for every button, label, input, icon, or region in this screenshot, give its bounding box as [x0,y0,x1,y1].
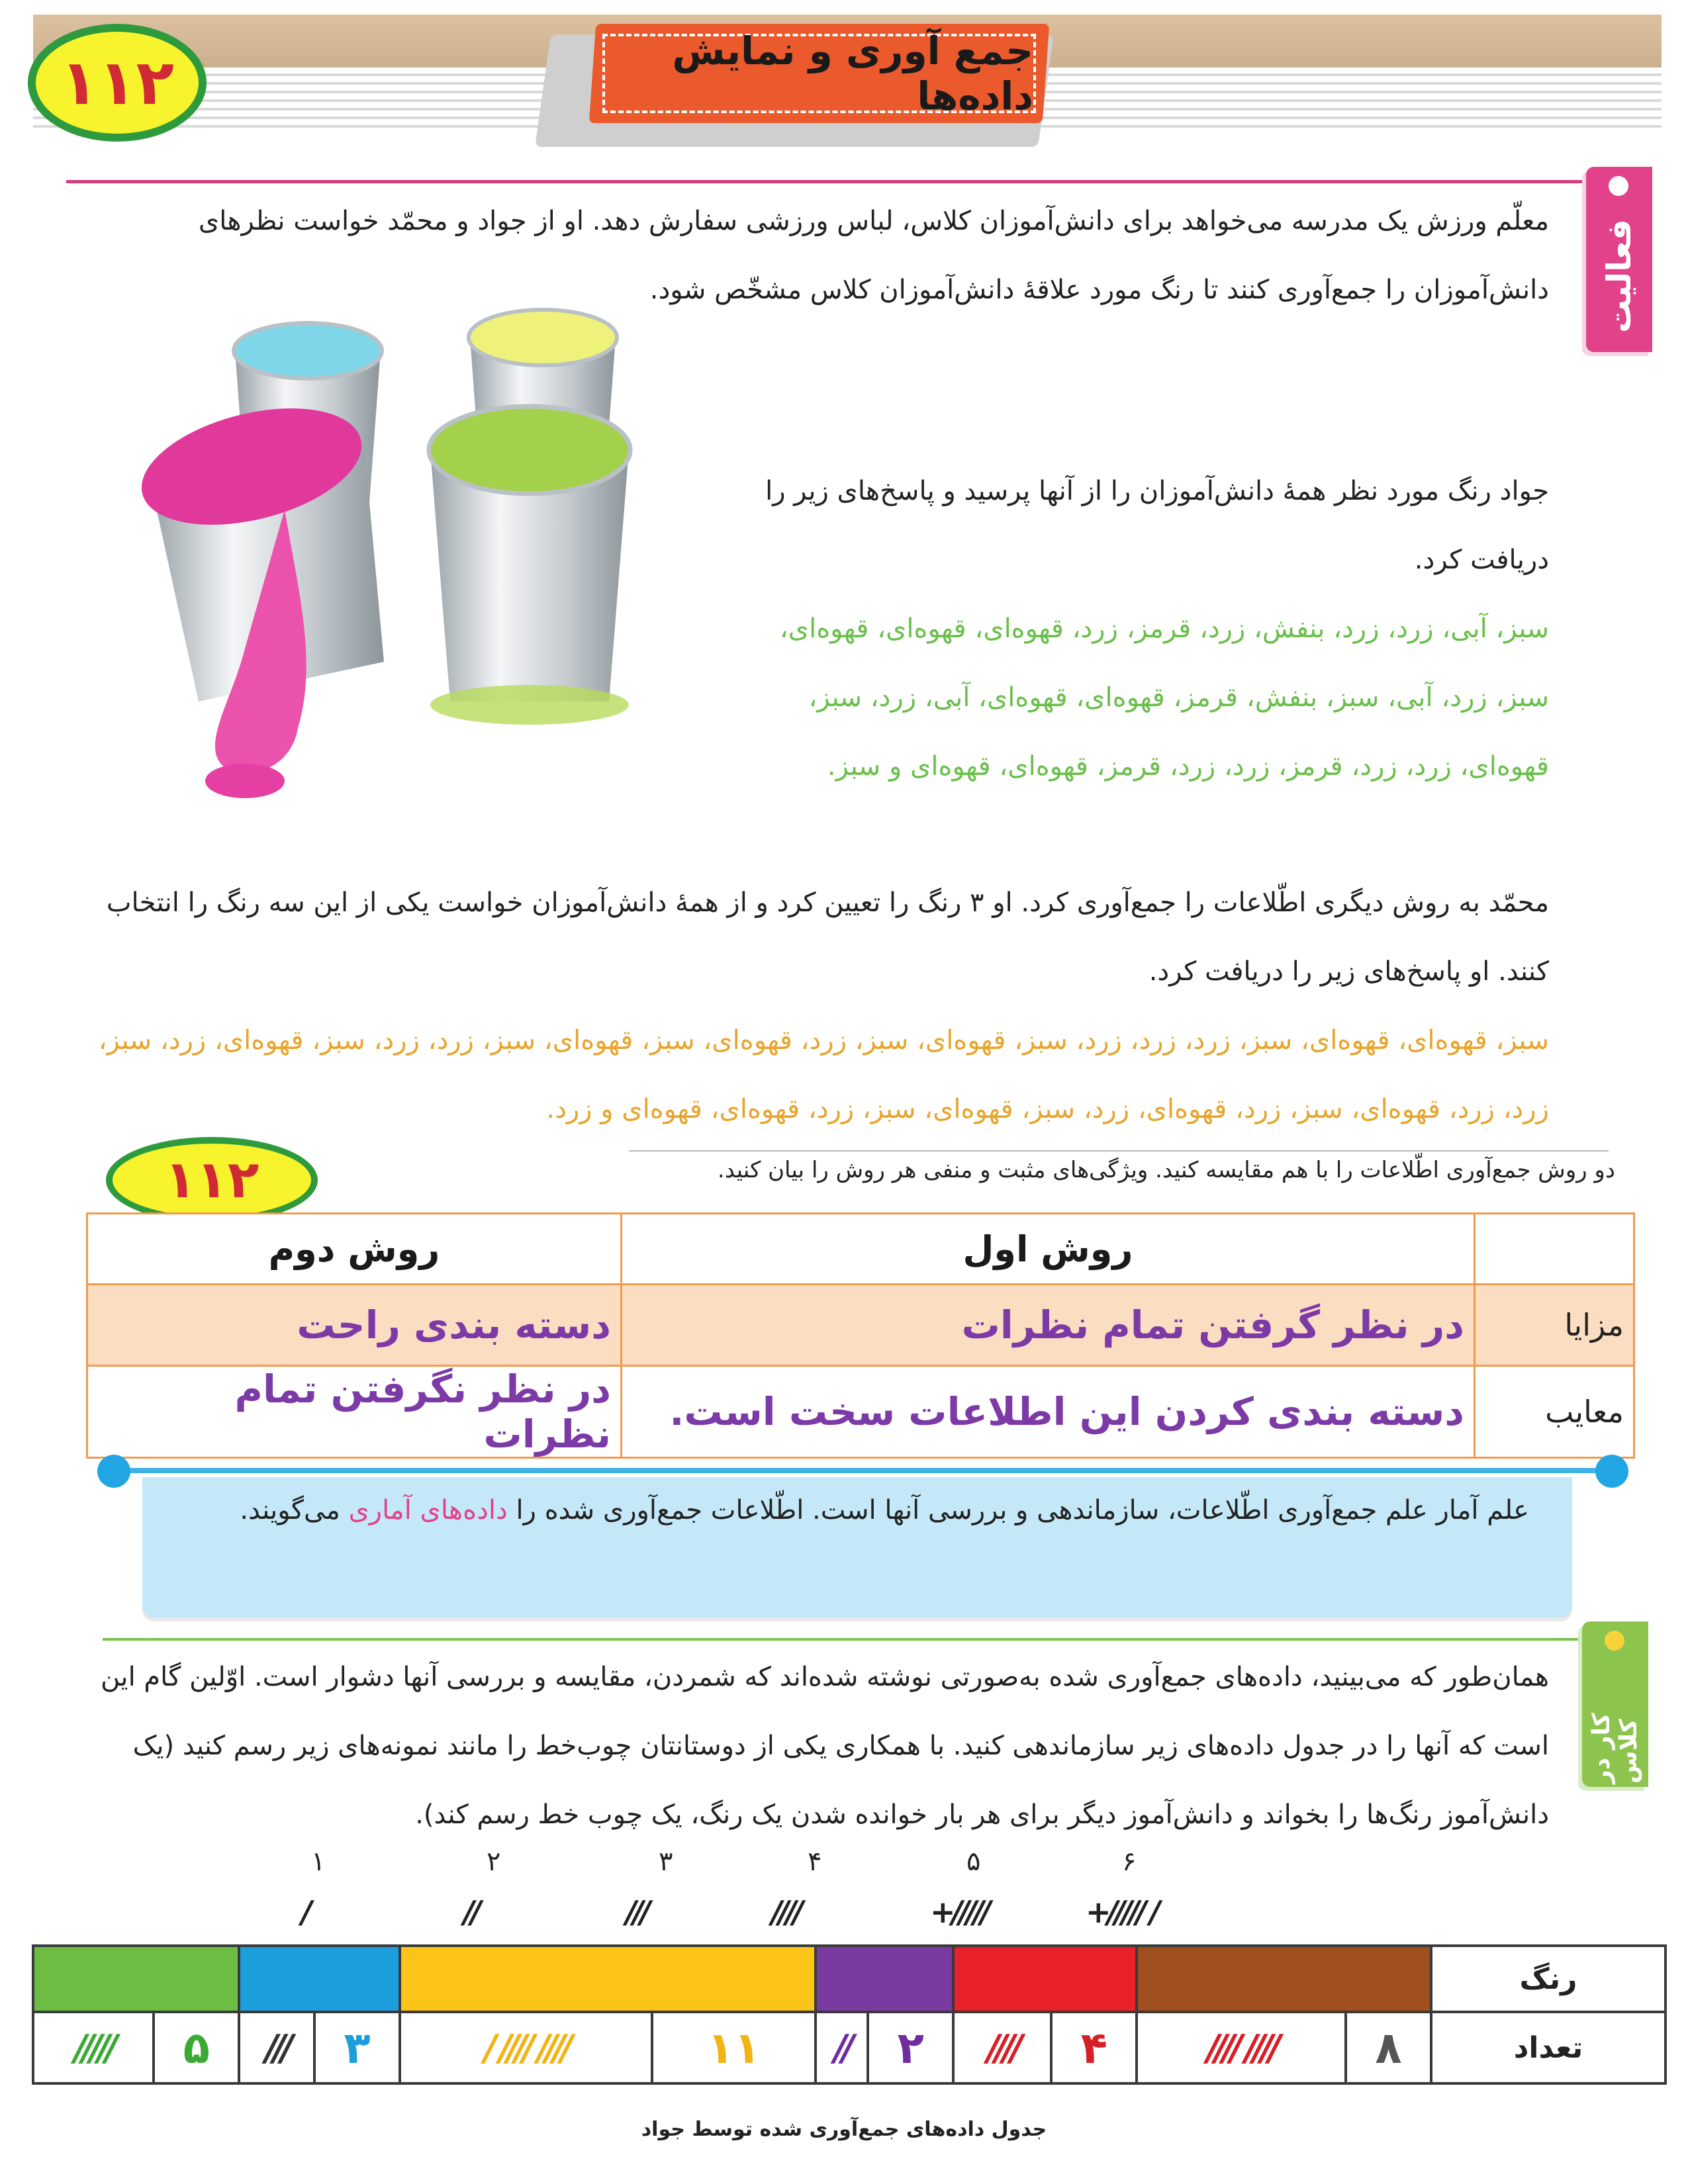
activity-divider [66,180,1589,183]
color-swatch-yellow [400,1946,816,2012]
comparison-table [86,1212,1635,1459]
definition-text [172,1476,1529,1545]
count-cell-red: ۴ [1051,2012,1137,2083]
color-swatch-blue [239,1946,400,2012]
mohammad-answers: سبز، قهوه‌ای، قهوه‌ای، سبز، زرد، زرد، زرد، سبز، قهوه‌ای، سبز، زرد، قهوه‌ای، سبز، قهوه‌ای، سبز، زرد، زرد، سبز، قهوه‌ای، زرد، سبز، زرد، زرد، قهوه‌ای، سبز، زرد، قهوه‌ای، زرد، سبز، قهوه‌ای، سبز، زرد، قهوه‌ای، قهوه‌ای و زرد. [98,1025,1549,1124]
tally-cell-yellow: //// //// / [400,2012,652,2083]
tally-example-number-3: ۳ [659,1846,673,1877]
classwork-divider [103,1638,1585,1641]
tally-example-mark-1: / [301,1894,308,1930]
definition-term: داده‌های آماری [348,1495,508,1525]
count-cell-blue: ۳ [314,2012,400,2083]
color-row [33,1946,1665,2012]
page-number: ۱۱۲ [60,46,175,119]
advantages-row [87,1285,1634,1366]
advantage-method-1: در نظر گرفتن تمام نظرات [622,1285,1475,1366]
tally-example-number-2: ۲ [487,1846,501,1877]
comparison-corner-cell [1475,1214,1634,1285]
activity-paragraph-3: محمّد به روش دیگری اطّلاعات را جمع‌آوری کرد. او ۳ رنگ را تعیین کرد و از همهٔ دانش‌آموزان خواست یکی از این سه رنگ را انتخاب کنند. او پاسخ‌های زیر را دریافت کرد. [106,887,1549,987]
disadvantage-method-1: دسته بندی کردن این اطلاعات سخت است. [622,1366,1475,1458]
chapter-title-box [589,24,1049,123]
paint-buckets-illustration [99,291,735,807]
green-paint-bucket [429,406,630,725]
activity-paragraph-2: جواد رنگ مورد نظر همهٔ دانش‌آموزان را از آنها پرسید و پاسخ‌های زیر را دریافت کرد. [765,476,1549,575]
comparison-divider [629,1150,1609,1152]
chapter-title: جمع آوری و نمایش داده‌ها [602,34,1036,113]
magenta-paint-bucket [130,388,384,798]
disadvantages-label: معایب [1475,1366,1634,1458]
definition-bar [116,1468,1612,1473]
definition-bar-dot-left [97,1455,130,1488]
tally-example-mark-4: //// [771,1894,800,1930]
tally-cell-brown: //// //// [1137,2012,1346,2083]
dot-icon [1605,1631,1624,1651]
color-data-table [32,1944,1667,2085]
disadvantages-row [87,1366,1634,1458]
tally-cell-red: //// [953,2012,1051,2083]
page-number-badge-2 [106,1137,318,1223]
col-method-2: روش دوم [87,1214,622,1285]
tally-cell-green: ///// [33,2012,154,2083]
javad-answers: سبز، آبی، زرد، زرد، بنفش، زرد، قرمز، زرد، قهوه‌ای، قهوه‌ای، قهوه‌ای، سبز، زرد، آبی، سبز، بنفش، قرمز، قهوه‌ای، قهوه‌ای، آبی، زرد، سبز، قهوه‌ای، زرد، زرد، قرمز، زرد، زرد، قرمز، قهوه‌ای، قهوه‌ای و سبز. [779,614,1549,782]
definition-text-before: علم آمار علم جمع‌آوری اطّلاعات، سازماندهی و بررسی آنها است. اطّلاعات جمع‌آوری شده را [507,1495,1529,1525]
count-cell-brown: ۸ [1346,2012,1431,2083]
activity-paragraph-1: معلّم ورزش یک مدرسه می‌خواهد برای دانش‌آموزان کلاس، لباس ورزشی سفارش دهد. او از جواد و محمّد خواست نظرهای دانش‌آموزان را جمع‌آوری کنند تا رنگ مورد علاقهٔ دانش‌آموزان کلاس مشخّص شود. [198,206,1549,305]
page-number-badge [28,24,207,142]
count-cell-purple: ۲ [868,2012,953,2083]
tally-example-mark-6: +///// / [1086,1894,1157,1930]
tally-cell-blue: /// [239,2012,314,2083]
activity-tab [1586,167,1652,352]
page-number-2: ۱۱۲ [164,1150,259,1210]
tally-cell-purple: // [816,2012,868,2083]
count-cell-green: ۵ [154,2012,239,2083]
advantage-method-2: دسته بندی راحت [87,1285,622,1366]
classwork-tab [1582,1621,1648,1787]
comparison-instruction: دو روش جمع‌آوری اطّلاعات را با هم مقایسه کنید. ویژگی‌های مثبت و منفی هر روش را بیان کنید. [717,1157,1615,1183]
activity-tab-label: فعالیت [1600,219,1638,333]
advantages-label: مزایا [1475,1285,1634,1366]
tally-example-number-4: ۴ [808,1846,822,1877]
definition-bar-dot-right [1595,1455,1628,1488]
classwork-paragraph: همان‌طور که می‌بینید، داده‌های جمع‌آوری شده به‌صورتی نوشته شده‌اند که شمردن، مقایسه و بررسی آنها دشوار است. اوّلین گام این است که آنها را در جدول داده‌های زیر سازماندهی کنید. با همکاری یکی از دوستانتان چوب‌خط را مانند نمونه‌های زیر رسم کنید (یک دانش‌آموز رنگ‌ها را بخواند و دانش‌آموز دیگر برای هر بار خوانده شدن یک رنگ، یک چوب خط رسم کند). [100,1662,1549,1830]
definition-text-after: می‌گویند. [240,1495,349,1525]
tally-example-mark-2: // [463,1894,478,1930]
tally-example-mark-3: /// [626,1894,647,1930]
table-caption: جدول داده‌های جمع‌آوری شده توسط جواد [641,2118,1047,2141]
comparison-header-row [87,1214,1634,1285]
disadvantage-method-2: در نظر نگرفتن تمام نظرات [87,1366,622,1458]
color-swatch-brown [1137,1946,1431,2012]
dot-icon [1609,176,1628,196]
tally-example-mark-5: +///// [930,1894,988,1930]
color-swatch-purple [816,1946,954,2012]
classwork-tab-label: کار در کلاس [1588,1713,1642,1784]
color-swatch-red [953,1946,1137,2012]
tally-example-number-6: ۶ [1122,1846,1137,1877]
color-row-label: رنگ [1431,1946,1665,2012]
tally-example-number-1: ۱ [311,1846,326,1877]
color-swatch-green [33,1946,239,2012]
tally-example-number-5: ۵ [966,1846,981,1877]
col-method-1: روش اول [622,1214,1475,1285]
count-cell-yellow: ۱۱ [652,2012,815,2083]
count-row [33,2012,1665,2083]
count-row-label: تعداد [1431,2012,1665,2083]
